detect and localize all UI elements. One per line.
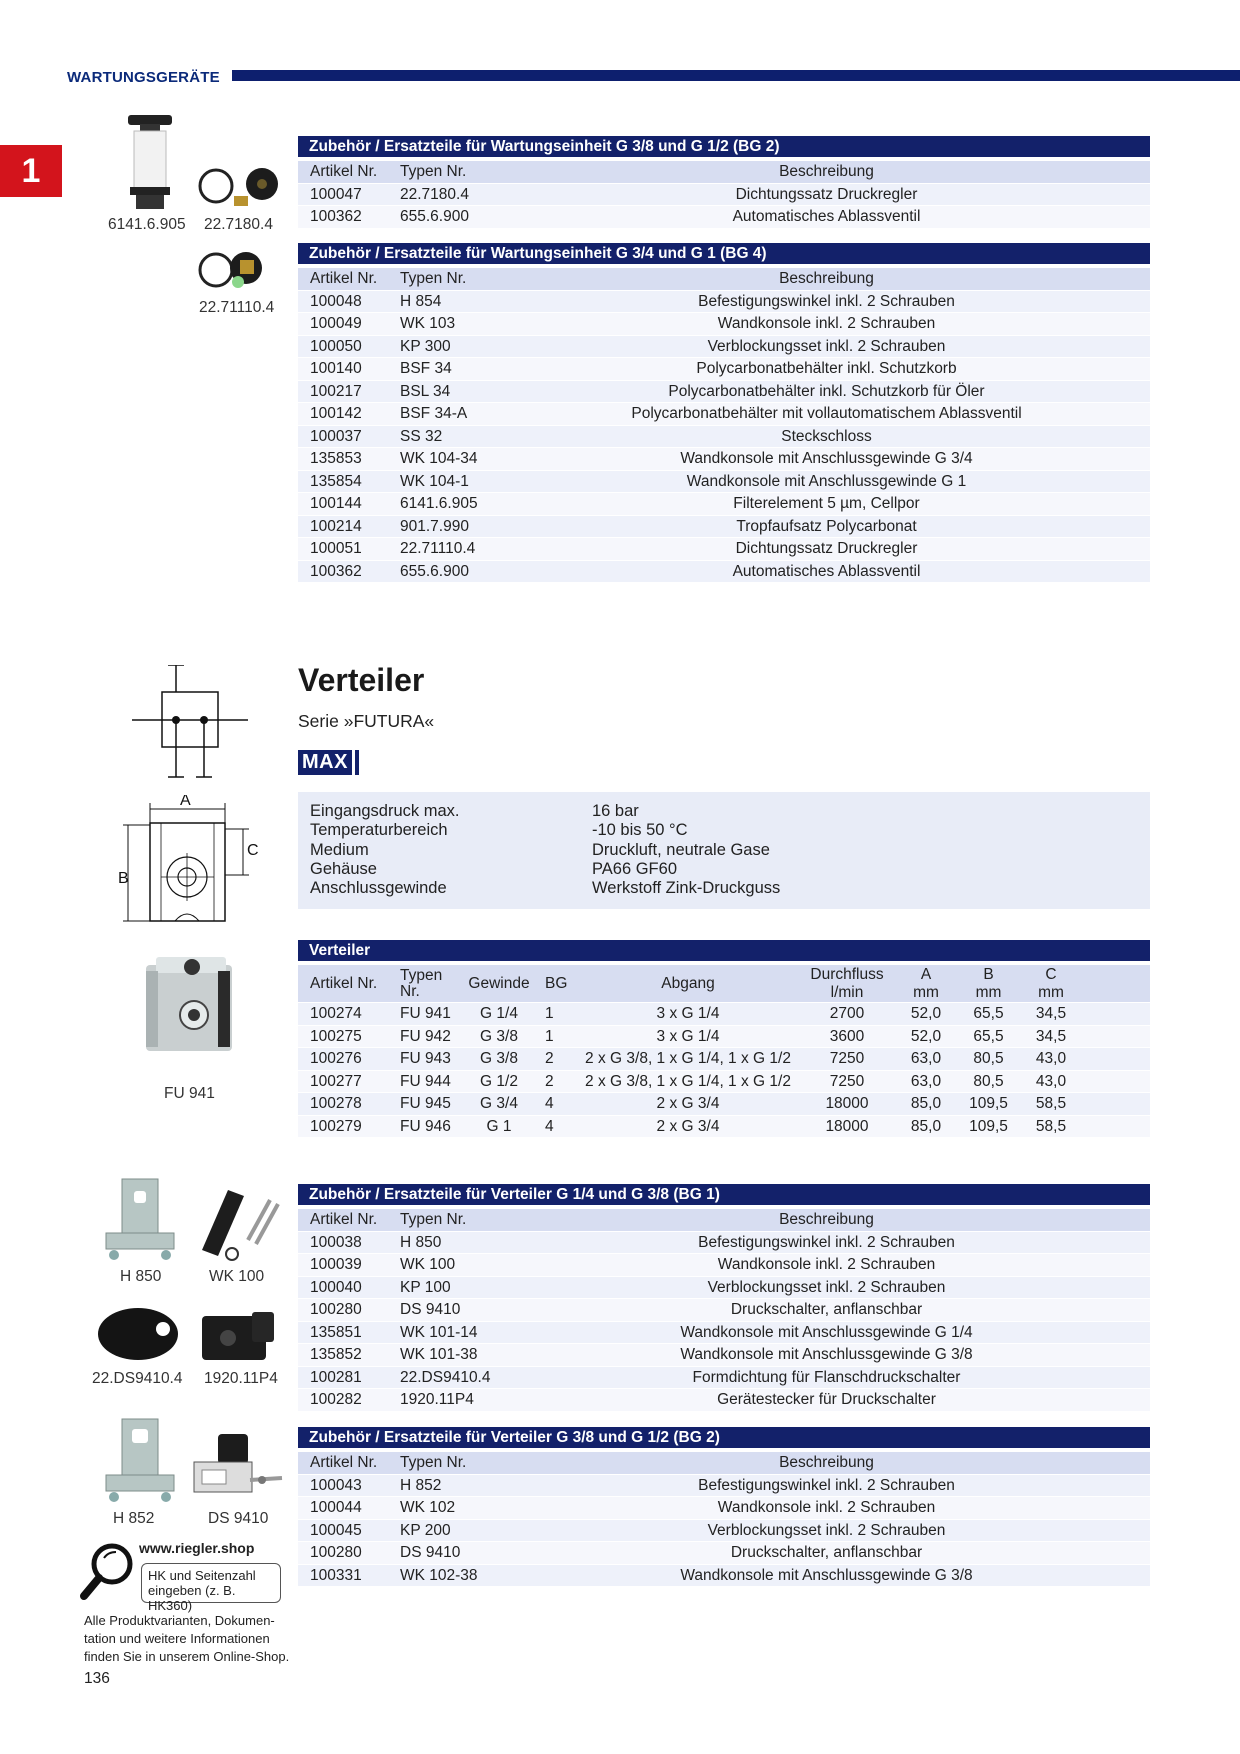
shop-note (84, 1612, 304, 1666)
cell-article: 100362 (310, 562, 362, 580)
cell-dim-c: 58,5 (1035, 1095, 1067, 1112)
cell-desc: Dichtungssatz Druckregler (735, 540, 918, 557)
table-row (298, 336, 1150, 359)
table-row (298, 313, 1150, 336)
max-badge-text: MAX (298, 750, 352, 775)
table-header-row (298, 965, 1150, 1003)
cell-type: 22.71110.4 (400, 540, 476, 557)
cell-dim-b: 109,5 (969, 1095, 1008, 1112)
cell-article: 100280 (310, 1544, 362, 1561)
cell-desc: Wandkonsole mit Anschlussgewinde G 3/8 (680, 1566, 973, 1584)
cell-thread: G 3/4 (480, 1095, 518, 1112)
cell-article: 100217 (310, 382, 362, 400)
cell-flow: 7250 (829, 1050, 865, 1067)
caption-ds-seal: 22.DS9410.4 (92, 1370, 183, 1387)
cell-dim-a: 52,0 (910, 1027, 942, 1045)
cell-article: 135852 (310, 1346, 362, 1363)
distributor-symbol-diagram (132, 665, 248, 785)
cell-type: BSF 34-A (400, 405, 468, 422)
cell-outlet: 3 x G 1/4 (656, 1005, 720, 1022)
cell-type: BSF 34 (400, 360, 452, 377)
cell-bg: 1 (545, 1005, 554, 1022)
table-title: Zubehör / Ersatzteile für Wartungseinheit G 3/4 und G 1 (BG 4) (298, 243, 1150, 264)
fu941-product-image (142, 955, 236, 1060)
table-row (298, 561, 1150, 584)
cell-type: FU 943 (400, 1050, 451, 1067)
ds9410-switch-image (192, 1430, 284, 1505)
col-header: Beschreibung (779, 1454, 874, 1471)
accessory-table-distributor-bg2 (298, 1427, 1150, 1587)
cell-article: 100280 (310, 1301, 362, 1318)
cell-bg: 2 (545, 1072, 554, 1090)
col-header: BG (545, 974, 568, 992)
cell-article: 100274 (310, 1005, 362, 1022)
cell-type: SS 32 (400, 427, 443, 445)
table-row (298, 1322, 1150, 1345)
shop-note-line: Alle Produktvarianten, Dokumen- (84, 1613, 275, 1628)
cell-thread: G 1/2 (480, 1072, 518, 1090)
cell-article: 100045 (310, 1521, 362, 1539)
col-header: Artikel Nr. (310, 1454, 378, 1471)
cell-article: 100048 (310, 292, 362, 310)
cell-article: 100140 (310, 360, 362, 377)
cell-dim-b: 80,5 (973, 1050, 1004, 1067)
cell-article: 100282 (310, 1391, 362, 1408)
table-row (298, 291, 1150, 314)
col-header: Artikel Nr. (310, 163, 378, 180)
col-header: Artikel Nr. (310, 270, 378, 287)
cell-thread: G 1 (486, 1117, 512, 1135)
cell-desc: Verblockungsset inkl. 2 Schrauben (707, 337, 946, 355)
col-header: Artikel Nr. (310, 1211, 378, 1228)
spec-key: Medium (310, 840, 369, 859)
cell-outlet: 2 x G 3/8, 1 x G 1/4, 1 x G 1/2 (585, 1050, 791, 1067)
cell-desc: Wandkonsole inkl. 2 Schrauben (717, 1499, 936, 1516)
cell-dim-a: 52,0 (910, 1005, 942, 1022)
cell-article: 100278 (310, 1095, 362, 1112)
spec-row (310, 841, 1138, 860)
col-header-unit: mm (975, 983, 1002, 1001)
cell-type: 901.7.990 (400, 517, 469, 535)
table-row (298, 358, 1150, 381)
section-header-label: WARTUNGSGERÄTE (67, 69, 220, 86)
cell-thread: G 3/8 (480, 1027, 518, 1045)
spec-key: Anschlussgewinde (310, 879, 447, 898)
spec-value: Druckluft, neutrale Gase (592, 840, 770, 859)
col-header-line: B (983, 965, 994, 983)
cell-desc: Filterelement 5 µm, Cellpor (733, 495, 920, 512)
cell-article: 100039 (310, 1256, 362, 1273)
table-row (298, 1232, 1150, 1255)
spec-value: PA66 GF60 (592, 859, 677, 878)
cell-dim-c: 58,5 (1035, 1117, 1067, 1135)
cell-desc: Wandkonsole mit Anschlussgewinde G 3/8 (680, 1346, 973, 1363)
col-header (798, 966, 896, 1002)
cell-type: WK 101-14 (400, 1323, 478, 1341)
spec-key: Eingangsdruck max. (310, 802, 460, 820)
cell-desc: Polycarbonatbehälter mit vollautomatischem Ablassventil (631, 405, 1022, 422)
cell-desc: Polycarbonatbehälter inkl. Schutzkorb für Öler (668, 382, 985, 400)
table-row (298, 1048, 1150, 1071)
seal-kit-image-1 (196, 168, 282, 215)
cell-type: WK 101-38 (400, 1346, 478, 1363)
table-row (298, 1277, 1150, 1300)
cell-article: 100047 (310, 185, 362, 203)
col-header-line: A (920, 965, 932, 983)
spec-row (310, 802, 1138, 821)
table-header-row (298, 1452, 1150, 1475)
cell-flow: 2700 (829, 1005, 865, 1022)
table-row (298, 516, 1150, 539)
caption-wk100: WK 100 (209, 1268, 265, 1285)
col-header: Typen Nr. (400, 1454, 467, 1471)
table-row (298, 1520, 1150, 1543)
cell-type: FU 944 (400, 1072, 451, 1090)
dim-label-b: B (118, 870, 129, 887)
cell-article: 100144 (310, 495, 362, 512)
page-number: 136 (84, 1670, 110, 1687)
cell-dim-c: 34,5 (1035, 1027, 1067, 1045)
cell-desc: Tropfaufsatz Polycarbonat (736, 517, 917, 535)
spec-row (310, 860, 1138, 879)
cell-outlet: 2 x G 3/4 (656, 1095, 720, 1112)
chapter-tab: 1 (0, 145, 62, 197)
table-row (298, 184, 1150, 207)
cell-bg: 4 (545, 1117, 554, 1135)
magnifier-icon (78, 1540, 138, 1607)
dimension-drawing (115, 795, 265, 935)
cell-type: WK 102-38 (400, 1566, 478, 1584)
table-row (298, 1026, 1150, 1049)
table-row (298, 403, 1150, 426)
cell-outlet: 2 x G 3/8, 1 x G 1/4, 1 x G 1/2 (585, 1072, 791, 1090)
caption-seal1: 22.7180.4 (204, 216, 273, 233)
cell-type: WK 103 (400, 315, 456, 332)
col-header-unit: mm (1038, 983, 1064, 1001)
cell-article: 135853 (310, 450, 362, 467)
table-row (298, 1093, 1150, 1116)
table-row (298, 1497, 1150, 1520)
cell-flow: 18000 (825, 1095, 869, 1112)
shop-hint-box (141, 1563, 281, 1613)
col-header: Typen Nr. (400, 163, 467, 180)
cell-dim-b: 65,5 (973, 1027, 1004, 1045)
cell-dim-a: 63,0 (910, 1072, 942, 1090)
table-row (298, 1254, 1150, 1277)
cell-dim-a: 85,0 (910, 1117, 942, 1135)
cell-type: WK 100 (400, 1256, 456, 1273)
cell-desc: Dichtungssatz Druckregler (735, 185, 918, 203)
cell-article: 100276 (310, 1050, 362, 1067)
cell-article: 100037 (310, 427, 362, 445)
cell-article: 135854 (310, 472, 362, 490)
cell-article: 100277 (310, 1072, 362, 1090)
section-title: Verteiler (298, 662, 425, 698)
col-header (956, 966, 1021, 1002)
cell-desc: Befestigungswinkel inkl. 2 Schrauben (698, 1233, 955, 1251)
cell-desc: Automatisches Ablassventil (732, 562, 921, 580)
col-header-line: C (1045, 965, 1057, 983)
cell-type: FU 942 (400, 1027, 451, 1045)
cell-type: BSL 34 (400, 382, 451, 400)
table-title: Zubehör / Ersatzteile für Verteiler G 3/8 und G 1/2 (BG 2) (298, 1427, 1150, 1448)
table-row (298, 1071, 1150, 1094)
table-row (298, 1344, 1150, 1367)
cell-type: 6141.6.905 (400, 495, 478, 512)
cell-desc: Wandkonsole inkl. 2 Schrauben (717, 315, 936, 332)
max-badge-bars (355, 750, 359, 775)
col-header-line: Durchfluss (810, 965, 884, 983)
table-row (298, 448, 1150, 471)
header-bar (232, 70, 1240, 81)
cell-desc: Formdichtung für Flanschdruckschalter (692, 1368, 961, 1386)
col-header (1021, 966, 1081, 1002)
table-header-row (298, 161, 1150, 184)
table-title: Verteiler (298, 940, 1150, 961)
cell-dim-a: 63,0 (910, 1050, 942, 1067)
cell-desc: Befestigungswinkel inkl. 2 Schrauben (698, 292, 955, 310)
cell-type: 655.6.900 (400, 208, 469, 225)
cell-type: DS 9410 (400, 1301, 461, 1318)
cell-thread: G 3/8 (480, 1050, 518, 1067)
table-row (298, 206, 1150, 229)
cell-article: 100038 (310, 1233, 362, 1251)
accessory-table-bg2 (298, 136, 1150, 229)
cell-article: 100142 (310, 405, 362, 422)
col-header: Gewinde (468, 974, 530, 992)
cell-desc: Steckschloss (781, 427, 872, 445)
cell-article: 100279 (310, 1117, 362, 1135)
cell-desc: Wandkonsole inkl. 2 Schrauben (717, 1256, 936, 1273)
cell-dim-b: 109,5 (969, 1117, 1008, 1135)
accessory-table-bg4 (298, 243, 1150, 583)
col-header: Beschreibung (779, 270, 874, 287)
cell-dim-a: 85,0 (910, 1095, 942, 1112)
cell-type: KP 300 (400, 337, 451, 355)
shop-url-link[interactable]: www.riegler.shop (139, 1540, 255, 1556)
spec-row (310, 821, 1138, 840)
cell-bg: 2 (545, 1050, 554, 1067)
spec-key: Temperaturbereich (310, 821, 448, 840)
h850-bracket-image (100, 1175, 180, 1268)
caption-fu941: FU 941 (164, 1085, 215, 1102)
cell-outlet: 2 x G 3/4 (656, 1117, 720, 1135)
caption-ds9410: DS 9410 (208, 1510, 269, 1527)
shop-hint-line: eingeben (z. B. HK360) (148, 1583, 236, 1613)
cell-bg: 4 (545, 1095, 554, 1112)
cell-article: 100040 (310, 1278, 362, 1296)
cell-desc: Druckschalter, anflanschbar (730, 1544, 923, 1561)
wk100-console-image (192, 1180, 280, 1267)
table-row (298, 1367, 1150, 1390)
seal-kit-image-2 (196, 250, 282, 295)
cell-type: 22.DS9410.4 (400, 1368, 491, 1386)
col-header: Abgang (661, 974, 715, 992)
cell-flow: 3600 (829, 1027, 865, 1045)
cell-article: 100362 (310, 208, 362, 225)
spec-value: 16 bar (592, 802, 639, 820)
col-header-unit: l/min (830, 983, 864, 1001)
cell-type: WK 104-1 (400, 472, 469, 490)
col-header: Beschreibung (779, 163, 874, 180)
cell-desc: Verblockungsset inkl. 2 Schrauben (707, 1278, 946, 1296)
filter-element-image (120, 115, 180, 216)
distributor-table (298, 940, 1150, 1138)
cell-type: DS 9410 (400, 1544, 461, 1561)
cell-article: 100044 (310, 1499, 362, 1516)
cell-bg: 1 (545, 1027, 554, 1045)
cell-dim-c: 43,0 (1035, 1072, 1067, 1090)
cell-desc: Automatisches Ablassventil (732, 208, 921, 225)
cell-type: 22.7180.4 (400, 185, 469, 203)
table-header-row (298, 1209, 1150, 1232)
cell-dim-b: 65,5 (973, 1005, 1004, 1022)
cell-type: H 854 (400, 292, 442, 310)
cell-desc: Wandkonsole mit Anschlussgewinde G 1/4 (680, 1323, 973, 1341)
table-row (298, 1475, 1150, 1498)
table-title: Zubehör / Ersatzteile für Wartungseinheit G 3/8 und G 1/2 (BG 2) (298, 136, 1150, 157)
ds-seal-image (95, 1305, 181, 1368)
cell-type: WK 104-34 (400, 450, 478, 467)
spec-value: Werkstoff Zink-Druckguss (592, 879, 781, 898)
cell-desc: Verblockungsset inkl. 2 Schrauben (707, 1521, 946, 1539)
shop-note-line: tation und weitere Informationen (84, 1631, 270, 1646)
table-row (298, 1299, 1150, 1322)
col-header (896, 966, 956, 1002)
cell-outlet: 3 x G 1/4 (656, 1027, 720, 1045)
cell-type: H 852 (400, 1476, 442, 1494)
cell-desc: Befestigungswinkel inkl. 2 Schrauben (698, 1476, 955, 1494)
cell-dim-c: 43,0 (1035, 1050, 1067, 1067)
caption-plug: 1920.11P4 (204, 1370, 278, 1387)
cell-type: KP 100 (400, 1278, 451, 1296)
shop-hint-line: HK und Seitenzahl (148, 1568, 256, 1583)
cell-desc: Wandkonsole mit Anschlussgewinde G 1 (686, 472, 967, 490)
cell-flow: 7250 (829, 1072, 865, 1090)
col-header: Beschreibung (779, 1211, 874, 1228)
table-row (298, 381, 1150, 404)
cell-type: KP 200 (400, 1521, 451, 1539)
table-row (298, 1003, 1150, 1026)
cell-desc: Druckschalter, anflanschbar (730, 1301, 923, 1318)
cell-type: FU 945 (400, 1095, 451, 1112)
caption-filter: 6141.6.905 (108, 216, 186, 233)
cell-type: FU 946 (400, 1117, 451, 1135)
cell-desc: Gerätestecker für Druckschalter (717, 1391, 936, 1408)
device-plug-image (198, 1308, 278, 1369)
caption-h850: H 850 (120, 1268, 162, 1285)
cell-flow: 18000 (825, 1117, 869, 1135)
cell-type: H 850 (400, 1233, 442, 1251)
cell-type: WK 102 (400, 1499, 456, 1516)
cell-type: FU 941 (400, 1005, 451, 1022)
caption-h852: H 852 (113, 1510, 155, 1527)
table-header-row (298, 268, 1150, 291)
cell-article: 135851 (310, 1323, 362, 1341)
spec-value: -10 bis 50 °C (592, 821, 688, 840)
col-header: Artikel Nr. (310, 974, 378, 992)
cell-desc: Polycarbonatbehälter inkl. Schutzkorb (696, 360, 957, 377)
spec-key: Gehäuse (310, 859, 377, 878)
series-subtitle: Serie »FUTURA« (298, 711, 435, 731)
cell-article: 100050 (310, 337, 362, 355)
table-row (298, 493, 1150, 516)
cell-dim-b: 80,5 (973, 1072, 1004, 1090)
cell-article: 100043 (310, 1476, 362, 1494)
caption-seal2: 22.71110.4 (199, 299, 275, 316)
specs-box (298, 792, 1150, 909)
spec-row (310, 879, 1138, 898)
shop-note-line: finden Sie in unserem Online-Shop. (84, 1649, 290, 1664)
table-row (298, 1389, 1150, 1412)
table-title: Zubehör / Ersatzteile für Verteiler G 1/4 und G 3/8 (BG 1) (298, 1184, 1150, 1205)
dim-label-a: A (180, 795, 191, 809)
accessory-table-distributor-bg1 (298, 1184, 1150, 1412)
cell-article: 100331 (310, 1566, 362, 1584)
cell-type: 1920.11P4 (400, 1391, 474, 1408)
cell-article: 100049 (310, 315, 362, 332)
col-header-unit: mm (913, 983, 939, 1001)
dim-label-c: C (247, 842, 259, 859)
cell-article: 100275 (310, 1027, 362, 1045)
cell-article: 100214 (310, 517, 362, 535)
cell-type: 655.6.900 (400, 562, 469, 580)
table-row (298, 426, 1150, 449)
cell-desc: Wandkonsole mit Anschlussgewinde G 3/4 (680, 450, 973, 467)
table-row (298, 538, 1150, 561)
col-header: Typen Nr. (400, 270, 467, 287)
table-row (298, 1565, 1150, 1588)
cell-article: 100051 (310, 540, 362, 557)
cell-article: 100281 (310, 1368, 362, 1386)
table-row (298, 1542, 1150, 1565)
h852-bracket-image (100, 1415, 180, 1510)
cell-thread: G 1/4 (480, 1005, 518, 1022)
cell-dim-c: 34,5 (1035, 1005, 1067, 1022)
col-header: Typen Nr. (400, 966, 443, 1000)
table-row (298, 1116, 1150, 1139)
table-row (298, 471, 1150, 494)
max-badge (298, 750, 359, 775)
col-header: Typen Nr. (400, 1211, 467, 1228)
